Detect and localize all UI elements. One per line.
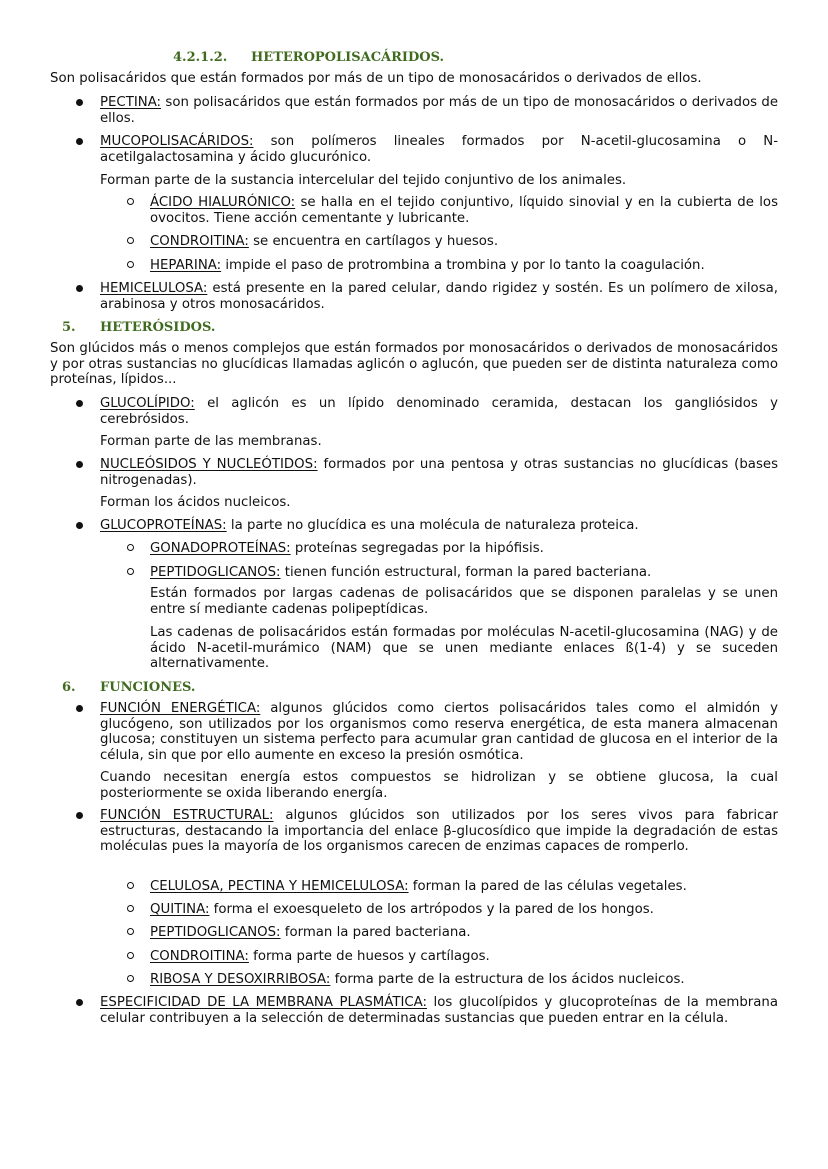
term: CONDROITINA:	[150, 234, 249, 249]
circle-bullet-icon	[127, 905, 134, 912]
term: MUCOPOLISACÁRIDOS:	[100, 134, 254, 149]
definition: son polímeros lineales formados por N-acetil-glucosamina o N-acetilgalactosamina y ácido glucurónico.	[100, 134, 778, 165]
note-nucleosidos: Forman los ácidos nucleicos.	[100, 495, 291, 510]
definition: impide el paso de protrombina a trombina y por lo tanto la coagulación.	[221, 258, 705, 273]
definition: forma parte de la estructura de los ácidos nucleicos.	[330, 972, 685, 987]
definition: la parte no glucídica es una molécula de naturaleza proteica.	[226, 518, 639, 533]
heading-funciones	[62, 680, 195, 695]
item-condroitina-2	[150, 949, 778, 965]
definition: se encuentra en cartílagos y huesos.	[248, 234, 499, 249]
term: FUNCIÓN ENERGÉTICA:	[100, 701, 261, 716]
definition: forma parte de huesos y cartílagos.	[248, 949, 490, 964]
heading-heterosidos	[62, 320, 215, 335]
term: CONDROITINA:	[150, 949, 249, 964]
item-condroitina	[150, 234, 778, 250]
item-peptidoglicanos	[150, 565, 778, 581]
definition: son polisacáridos que están formados por más de un tipo de monosacáridos o derivados de ellos.	[100, 95, 778, 126]
bullet-icon	[76, 812, 83, 819]
definition: forman la pared bacteriana.	[280, 925, 471, 940]
definition: formados por una pentosa y otras sustancias no glucídicas (bases nitrogenadas).	[100, 457, 778, 488]
item-celulosa	[150, 879, 778, 895]
note-glucolipido: Forman parte de las membranas.	[100, 434, 322, 449]
term: PEPTIDOGLICANOS:	[150, 565, 281, 580]
item-gonadoproteinas	[150, 541, 778, 557]
term: HEPARINA:	[150, 258, 222, 273]
definition: tienen función estructural, forman la pared bacteriana.	[280, 565, 652, 580]
definition: forman la pared de las células vegetales.	[408, 879, 687, 894]
bullet-icon	[76, 999, 83, 1006]
definition: se halla en el tejido conjuntivo, líquido sinovial y en la cubierta de los ovocitos. Tiene acción cementante y lubricante.	[150, 195, 778, 226]
heading-number: 4.2.1.2.	[173, 50, 228, 65]
heading-number: 6.	[62, 680, 76, 695]
term: ESPECIFICIDAD DE LA MEMBRANA PLASMÁTICA:	[100, 995, 427, 1010]
item-funcion-estructural	[100, 808, 778, 855]
term: CELULOSA, PECTINA Y HEMICELULOSA:	[150, 879, 409, 894]
circle-bullet-icon	[127, 952, 134, 959]
item-especificidad-membrana	[100, 995, 778, 1026]
term: GONADOPROTEÍNAS:	[150, 541, 291, 556]
circle-bullet-icon	[127, 882, 134, 889]
term: QUITINA:	[150, 902, 210, 917]
definition: los glucolípidos y glucoproteínas de la membrana celular contribuyen a la selección de determinadas sustancias que pueden entrar en la célula.	[100, 995, 778, 1026]
term: GLUCOLÍPIDO:	[100, 396, 195, 411]
bullet-icon	[76, 138, 83, 145]
bullet-icon	[76, 461, 83, 468]
term: PEPTIDOGLICANOS:	[150, 925, 281, 940]
circle-bullet-icon	[127, 237, 134, 244]
note-mucopolisacaridos: Forman parte de la sustancia intercelular del tejido conjuntivo de los animales.	[100, 173, 627, 188]
term: RIBOSA Y DESOXIRRIBOSA:	[150, 972, 331, 987]
note-peptidoglicanos-2: Las cadenas de polisacáridos están formadas por moléculas N-acetil-glucosamina (NAG) y de ácido N-acetil-murámico (NAM) que se unen mediante enlaces ß(1-4) y se suceden alternativamente.	[150, 625, 778, 672]
circle-bullet-icon	[127, 975, 134, 982]
definition: está presente en la pared celular, dando rigidez y sostén. Es un polímero de xilosa, arabinosa y otros monosacáridos.	[100, 281, 778, 312]
heading-title: FUNCIONES.	[100, 680, 196, 695]
item-acido-hialuronico	[150, 195, 778, 226]
heading-title: HETEROPOLISACÁRIDOS.	[251, 50, 445, 65]
term: NUCLEÓSIDOS Y NUCLEÓTIDOS:	[100, 457, 318, 472]
heading-heteropolisacaridos	[173, 50, 444, 65]
bullet-icon	[76, 99, 83, 106]
definition: algunos glúcidos son utilizados por los seres vivos para fabricar estructuras, destacando la importancia del enlace β-glucosídico que impide la degradación de estas moléculas pues la mayoría de los organismos carecen de enzimas capaces de romperlo.	[100, 808, 778, 855]
item-nucleosidos	[100, 457, 778, 488]
term: GLUCOPROTEÍNAS:	[100, 518, 227, 533]
heading-title: HETERÓSIDOS.	[100, 320, 216, 335]
circle-bullet-icon	[127, 544, 134, 551]
bullet-icon	[76, 400, 83, 407]
circle-bullet-icon	[127, 568, 134, 575]
bullet-icon	[76, 705, 83, 712]
note-peptidoglicanos-1: Están formados por largas cadenas de polisacáridos que se disponen paralelas y se unen entre sí mediante cadenas polipeptídicas.	[150, 586, 778, 617]
term: ÁCIDO HIALURÓNICO:	[150, 195, 296, 210]
note-funcion-energetica: Cuando necesitan energía estos compuestos se hidrolizan y se obtiene glucosa, la cual posteriormente se oxida liberando energía.	[100, 770, 778, 801]
item-glucoproteinas	[100, 518, 778, 534]
bullet-icon	[76, 285, 83, 292]
definition: proteínas segregadas por la hipófisis.	[290, 541, 544, 556]
paragraph-heteropolisacaridos: Son polisacáridos que están formados por más de un tipo de monosacáridos o derivados de ellos.	[50, 71, 702, 86]
term: FUNCIÓN ESTRUCTURAL:	[100, 808, 274, 823]
item-heparina	[150, 258, 778, 274]
item-peptidoglicanos-2	[150, 925, 778, 941]
item-hemicelulosa	[100, 281, 778, 312]
bullet-icon	[76, 522, 83, 529]
item-ribosa	[150, 972, 778, 988]
paragraph-heterosidos: Son glúcidos más o menos complejos que están formados por monosacáridos o derivados de monosacáridos y por otras sustancias no glucídicas llamadas aglicón o aglucón, que pueden ser de distinta naturaleza como proteínas, lípidos...	[50, 341, 778, 388]
definition: el aglicón es un lípido denominado ceramida, destacan los gangliósidos y cerebrósidos.	[100, 396, 778, 427]
circle-bullet-icon	[127, 928, 134, 935]
item-pectina	[100, 95, 778, 126]
heading-number: 5.	[62, 320, 76, 335]
term: PECTINA:	[100, 95, 162, 110]
item-quitina	[150, 902, 778, 918]
term: HEMICELULOSA:	[100, 281, 208, 296]
definition: forma el exoesqueleto de los artrópodos y la pared de los hongos.	[209, 902, 654, 917]
item-mucopolisacaridos	[100, 134, 778, 165]
item-glucolipido	[100, 396, 778, 427]
circle-bullet-icon	[127, 261, 134, 268]
circle-bullet-icon	[127, 198, 134, 205]
item-funcion-energetica	[100, 701, 778, 763]
definition: algunos glúcidos como ciertos polisacáridos tales como el almidón y glucógeno, son utilizados por los organismos como reserva energética, de esta manera almacenan glucosa; constituyen un sistema perfecto para acumular gran cantidad de glucosa en el interior de la célula, sin que por ello aumente en exceso la presión osmótica.	[100, 701, 778, 763]
